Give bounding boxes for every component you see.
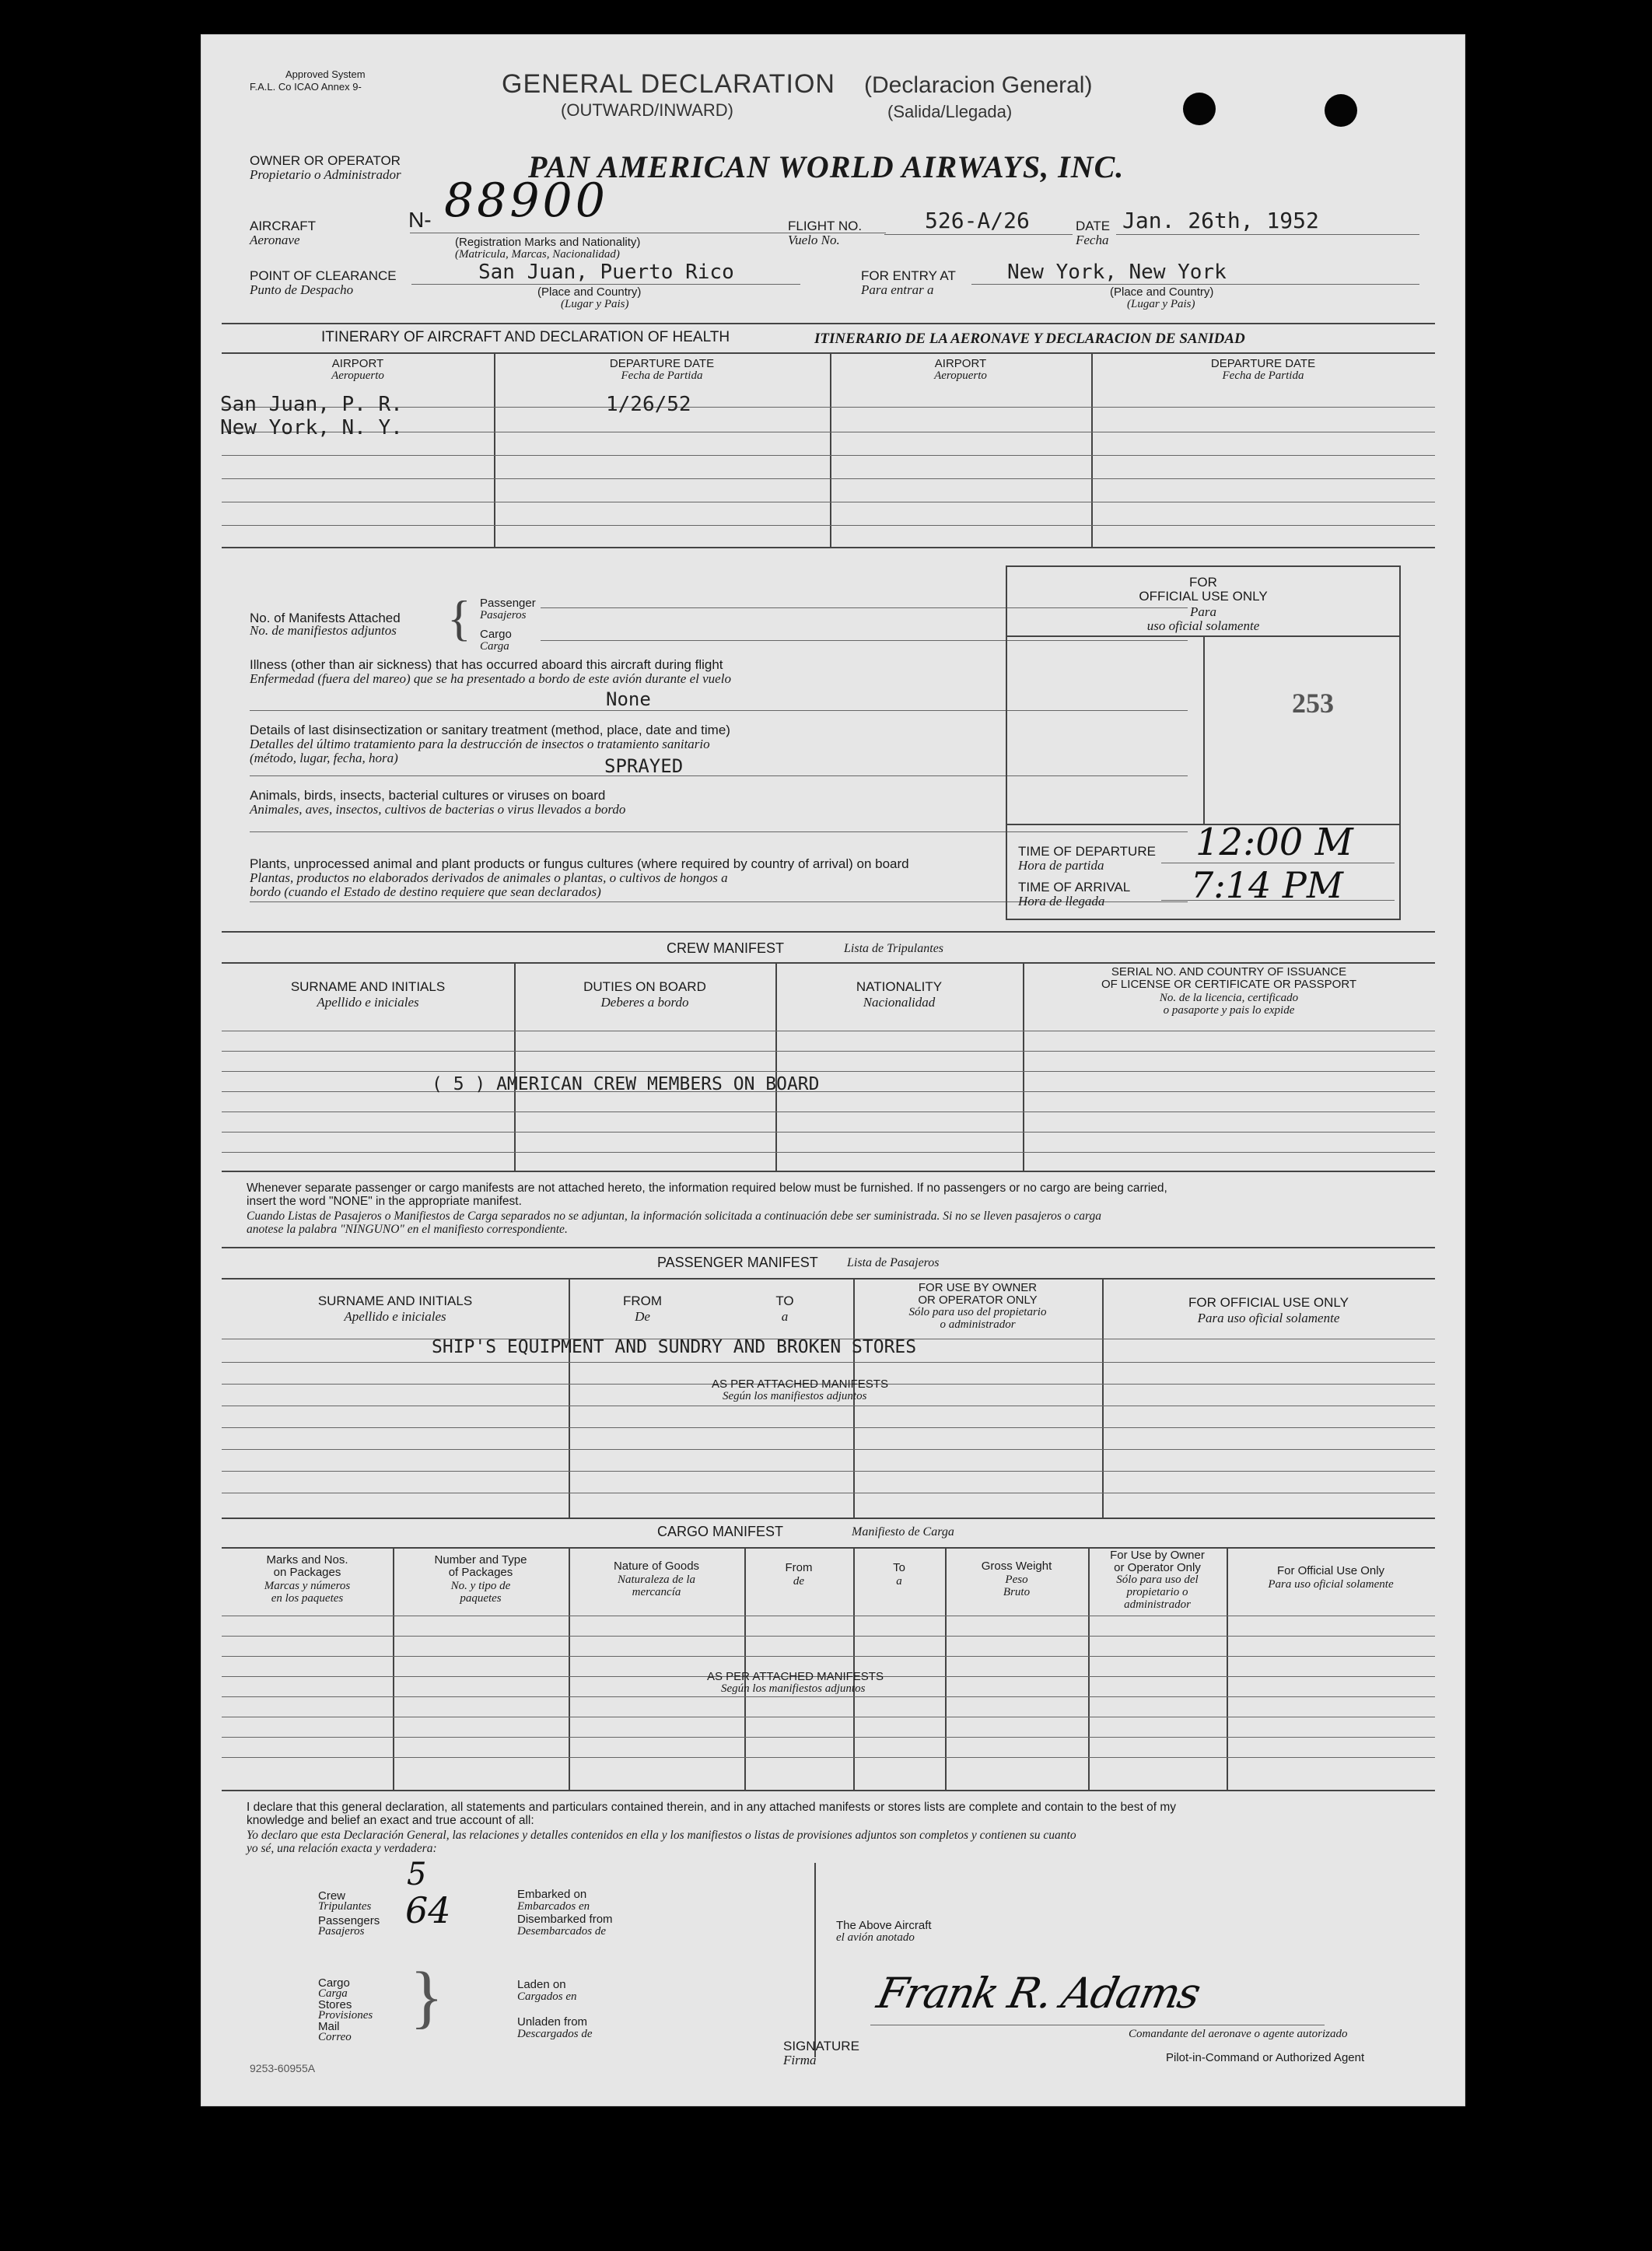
above-aircraft-label: The Above Aircraft [836, 1919, 932, 1932]
itinerary-airport-header-es: Aeropuerto [331, 369, 384, 382]
crew-col-serial-4: o pasaporte y pais lo expide [1163, 1004, 1295, 1017]
crew-count-value: 5 [407, 1857, 427, 1892]
passenger-col-official: FOR OFFICIAL USE ONLY [1188, 1295, 1349, 1310]
cargo-item-3: Stores [318, 1998, 352, 2011]
registration-note-es: (Matricula, Marcas, Nacionalidad) [455, 248, 620, 261]
crew-entry: ( 5 ) AMERICAN CREW MEMBERS ON BOARD [432, 1074, 820, 1094]
cargo-col-weight-2: Peso [1005, 1574, 1028, 1586]
animals-label: Animals, birds, insects, bacterial cultures or viruses on board [250, 788, 606, 803]
form-number: 9253-60955A [250, 2062, 316, 2074]
illness-label: Illness (other than air sickness) that has occurred aboard this aircraft during flight [250, 657, 723, 672]
clearance-label-es: Punto de Despacho [250, 282, 354, 297]
date-label: DATE [1076, 219, 1111, 233]
crew-col-serial-1: SERIAL NO. AND COUNTRY OF ISSUANCE [1111, 965, 1347, 978]
owner-label: OWNER OR OPERATOR [250, 153, 401, 168]
laden-label: Laden on [517, 1978, 566, 1991]
cargo-col-marks-4: en los paquetes [271, 1592, 344, 1605]
clearance-place-note: (Place and Country) [537, 285, 642, 299]
cargo-col-number-2: of Packages [448, 1566, 513, 1579]
itinerary-airport-header: AIRPORT [331, 357, 384, 370]
cargo-col-number-1: Number and Type [434, 1553, 527, 1567]
notice-line4: anotese la palabra "NINGUNO" en el manifiesto correspondiente. [247, 1223, 568, 1236]
arrival-time-label: TIME OF ARRIVAL [1018, 880, 1131, 894]
crew-col-nationality: NATIONALITY [856, 979, 943, 994]
cargo-col-owner-2: or Operator Only [1114, 1561, 1201, 1574]
cargo-col-number-4: paquetes [460, 1592, 502, 1605]
departure-time-label: TIME OF DEPARTURE [1018, 844, 1156, 859]
embarked-label-es: Embarcados en [517, 1900, 590, 1913]
cargo-col-nature-3: mercancía [632, 1586, 681, 1598]
crew-col-duties-es: Deberes a bordo [600, 995, 689, 1010]
declaration-line4: yo sé, una relación exacta y verdadera: [247, 1842, 437, 1855]
cargo-col-owner-4: propietario o [1126, 1586, 1188, 1598]
itinerary-departure-header: DEPARTURE DATE [609, 357, 715, 370]
manifests-label: No. of Manifests Attached [250, 611, 401, 625]
entry-place-note-es: (Lugar y Pais) [1127, 298, 1195, 310]
crew-col-duties: DUTIES ON BOARD [583, 979, 706, 994]
passenger-count-label-es: Pasajeros [318, 1925, 365, 1938]
registration-note: (Registration Marks and Nationality) [455, 236, 641, 249]
entry-place-note: (Place and Country) [1110, 285, 1214, 299]
cargo-manifest-title-es: Manifiesto de Carga [852, 1525, 954, 1539]
cargo-col-from-1: From [785, 1561, 813, 1574]
passenger-col-to-es: a [781, 1309, 789, 1324]
disinsect-label-es-2: (método, lugar, fecha, hora) [250, 751, 398, 765]
cargo-item-4: Provisiones [318, 2009, 373, 2022]
passenger-attached-es: Según los manifiestos adjuntos [723, 1390, 867, 1402]
itinerary-date-1: 1/26/52 [606, 393, 691, 416]
itinerary-airport-1: San Juan, P. R. [220, 393, 403, 416]
cargo-manifest-title: CARGO MANIFEST [657, 1524, 784, 1539]
passenger-col-from-es: De [635, 1309, 650, 1324]
cargo-col-owner-3: Sólo para uso del [1116, 1574, 1199, 1586]
cargo-col-owner-5: administrador [1124, 1598, 1191, 1611]
stamp-number: 253 [1292, 688, 1334, 719]
animals-label-es: Animales, aves, insectos, cultivos de bacterias o virus llevados a bordo [250, 802, 626, 817]
itinerary-airport-header-2-es: Aeropuerto [934, 369, 987, 382]
commander-label: Pilot-in-Command or Authorized Agent [1166, 2051, 1365, 2064]
itinerary-title: ITINERARY OF AIRCRAFT AND DECLARATION OF HEALTH [321, 329, 730, 345]
passenger-count-value: 64 [405, 1889, 451, 1931]
crew-manifest-title: CREW MANIFEST [667, 940, 784, 956]
form-subtitle-es: (Salida/Llegada) [887, 102, 1013, 121]
manifest-passenger-label: Passenger [480, 597, 536, 610]
clearance-point: San Juan, Puerto Rico [478, 261, 734, 284]
cargo-col-weight-3: Bruto [1003, 1586, 1031, 1598]
cargo-col-to-2: a [896, 1575, 902, 1588]
entry-label: FOR ENTRY AT [861, 268, 956, 283]
form-subtitle: (OUTWARD/INWARD) [561, 100, 733, 120]
clearance-label: POINT OF CLEARANCE [250, 268, 397, 283]
disembarked-label: Disembarked from [517, 1913, 613, 1926]
cargo-attached: AS PER ATTACHED MANIFESTS [707, 1670, 884, 1683]
cargo-col-marks-1: Marks and Nos. [266, 1553, 348, 1567]
passenger-col-official-es: Para uso oficial solamente [1197, 1311, 1340, 1325]
passenger-col-from: FROM [622, 1294, 663, 1308]
arrival-time-value: 7:14 PM [1191, 864, 1343, 906]
flight-date: Jan. 26th, 1952 [1122, 208, 1319, 233]
itinerary-airport-header-2: AIRPORT [934, 357, 987, 370]
cargo-col-marks-2: on Packages [273, 1566, 341, 1579]
date-label-es: Fecha [1076, 233, 1109, 247]
itinerary-departure-header-2: DEPARTURE DATE [1210, 357, 1316, 370]
disinsect-label: Details of last disinsectization or sanitary treatment (method, place, date and time) [250, 723, 730, 737]
departure-time-label-es: Hora de partida [1018, 858, 1104, 873]
aircraft-prefix: N- [408, 208, 432, 232]
unladen-label-es: Descargados de [517, 2028, 593, 2040]
disinsect-label-es: Detalles del último tratamiento para la destrucción de insectos o tratamiento sanitario [250, 737, 710, 751]
declaration-form-sheet [201, 34, 1465, 2106]
approved-system-note: Approved System [285, 68, 366, 80]
crew-count-label: Crew [318, 1889, 346, 1903]
passenger-col-owner-3: Sólo para uso del propietario [908, 1306, 1047, 1318]
cargo-col-official-2: Para uso oficial solamente [1268, 1578, 1394, 1591]
itinerary-departure-header-2-es: Fecha de Partida [1222, 369, 1304, 382]
plants-label: Plants, unprocessed animal and plant products or fungus cultures (where required by country of arrival) on board [250, 856, 909, 871]
passenger-count-label: Passengers [318, 1914, 380, 1927]
faa-reference: F.A.L. Co ICAO Annex 9- [250, 81, 362, 93]
itinerary-title-es: ITINERARIO DE LA AERONAVE Y DECLARACION DE SANIDAD [814, 331, 1245, 347]
declaration-line3: Yo declaro que esta Declaración General, las relaciones y detalles contenidos en ella y los manifiestos o listas de provisiones adjuntos son completos y contienen su cuanto [247, 1829, 1076, 1842]
cargo-col-nature-1: Nature of Goods [613, 1560, 700, 1573]
official-use-line4: uso oficial solamente [1146, 618, 1260, 633]
form-title: GENERAL DECLARATION [502, 69, 835, 99]
passenger-manifest-title-es: Lista de Pasajeros [847, 1256, 940, 1269]
form-title-es: (Declaracion General) [864, 72, 1093, 98]
passenger-col-to: TO [775, 1294, 794, 1308]
cargo-col-official-1: For Official Use Only [1276, 1564, 1385, 1577]
punch-hole-right [1325, 94, 1357, 127]
declaration-line1: I declare that this general declaration, all statements and particulars contained therein, and in any attached manifests or stores lists are complete and contain to the best of my [247, 1801, 1177, 1814]
plants-label-es: Plantas, productos no elaborados derivados de animales o plantas, o cultivos de hongos a [250, 870, 728, 885]
declaration-line2: knowledge and belief an exact and true account of all: [247, 1814, 534, 1827]
laden-label-es: Cargados en [517, 1990, 577, 2003]
cargo-item-2: Carga [318, 1987, 348, 2000]
crew-col-name: SURNAME AND INITIALS [290, 979, 446, 994]
captain-signature: Frank R. Adams [873, 1969, 1204, 2018]
passenger-attached: AS PER ATTACHED MANIFESTS [712, 1378, 888, 1391]
cargo-col-from-2: de [793, 1575, 805, 1588]
embarked-label: Embarked on [517, 1888, 587, 1901]
cargo-item-6: Correo [318, 2031, 352, 2043]
itinerary-airport-2: New York, N. Y. [220, 416, 403, 439]
signature-label-es: Firma [783, 2053, 817, 2067]
manifest-cargo-label-es: Carga [480, 640, 509, 653]
owner-label-es: Propietario o Administrador [250, 167, 401, 182]
manifest-brace: { [447, 590, 471, 646]
illness-label-es: Enfermedad (fuera del mareo) que se ha presentado a bordo de este avión durante el vuelo [250, 671, 731, 686]
cargo-col-to-1: To [893, 1561, 905, 1574]
passenger-col-name-es: Apellido e iniciales [344, 1309, 446, 1324]
crew-col-serial-2: OF LICENSE OR CERTIFICATE OR PASSPORT [1101, 978, 1357, 991]
commander-label-es: Comandante del aeronave o agente autorizado [1129, 2028, 1348, 2040]
crew-col-nationality-es: Nacionalidad [863, 995, 936, 1010]
flight-label-es: Vuelo No. [788, 233, 840, 247]
cargo-brace: } [410, 1959, 444, 2036]
plants-label-es-2: bordo (cuando el Estado de destino requiere que sean declarados) [250, 884, 601, 899]
passenger-col-owner-4: o administrador [940, 1318, 1016, 1331]
passenger-entry: SHIP'S EQUIPMENT AND SUNDRY AND BROKEN STORES [432, 1337, 917, 1357]
itinerary-departure-header-es: Fecha de Partida [621, 369, 703, 382]
aircraft-registration: 88900 [444, 173, 608, 228]
crew-count-label-es: Tripulantes [318, 1900, 372, 1913]
cargo-col-weight-1: Gross Weight [981, 1560, 1052, 1573]
disinsect-value: SPRAYED [604, 755, 684, 777]
aircraft-label-es: Aeronave [250, 233, 300, 247]
notice-line1: Whenever separate passenger or cargo manifests are not attached hereto, the information required below must be furnished. If no passengers or no cargo are being carried, [247, 1182, 1167, 1195]
notice-line3: Cuando Listas de Pasajeros o Manifiestos de Carga separados no se adjuntan, la información solicitada a continuación debe ser suministrada. Si no se lleven pasajeros o carga [247, 1210, 1102, 1223]
cargo-col-nature-2: Naturaleza de la [618, 1574, 695, 1586]
crew-col-serial-3: No. de la licencia, certificado [1159, 992, 1299, 1004]
passenger-col-owner-1: FOR USE BY OWNER [918, 1281, 1038, 1294]
crew-manifest-title-es: Lista de Tripulantes [844, 942, 944, 955]
flight-number: 526-A/26 [925, 208, 1030, 233]
entry-point: New York, New York [1007, 261, 1227, 284]
illness-value: None [606, 688, 651, 710]
arrival-time-label-es: Hora de llegada [1018, 894, 1105, 908]
cargo-col-marks-3: Marcas y números [264, 1580, 351, 1592]
signature-label: SIGNATURE [783, 2039, 859, 2053]
crew-col-name-es: Apellido e iniciales [317, 995, 419, 1010]
aircraft-label: AIRCRAFT [250, 219, 316, 233]
unladen-label: Unladen from [517, 2015, 588, 2029]
notice-line2: insert the word "NONE" in the appropriate manifest. [247, 1195, 522, 1208]
cargo-item-1: Cargo [318, 1976, 350, 1990]
disembarked-label-es: Desembarcados de [517, 1925, 607, 1938]
punch-hole-left [1183, 93, 1216, 125]
cargo-col-owner-1: For Use by Owner [1110, 1549, 1205, 1562]
cargo-col-number-3: No. y tipo de [450, 1580, 511, 1592]
cargo-attached-es: Según los manifiestos adjuntos [721, 1682, 866, 1695]
departure-time-value: 12:00 M [1195, 821, 1353, 864]
clearance-place-note-es: (Lugar y Pais) [561, 298, 629, 310]
entry-label-es: Para entrar a [861, 282, 934, 297]
manifests-label-es: No. de manifiestos adjuntos [250, 623, 397, 638]
official-use-line1: FOR [1189, 575, 1217, 590]
official-use-line3: Para [1190, 604, 1216, 619]
manifest-cargo-label: Cargo [480, 628, 512, 641]
passenger-manifest-title: PASSENGER MANIFEST [657, 1255, 818, 1270]
cargo-item-5: Mail [318, 2020, 340, 2033]
flight-label: FLIGHT NO. [788, 219, 863, 233]
owner-value: PAN AMERICAN WORLD AIRWAYS, INC. [528, 149, 1125, 184]
official-use-line2: OFFICIAL USE ONLY [1139, 589, 1268, 604]
above-aircraft-label-es: el avión anotado [836, 1931, 915, 1944]
passenger-col-owner-2: OR OPERATOR ONLY [918, 1294, 1038, 1307]
passenger-col-name: SURNAME AND INITIALS [317, 1294, 473, 1308]
manifest-passenger-label-es: Pasajeros [480, 609, 527, 621]
